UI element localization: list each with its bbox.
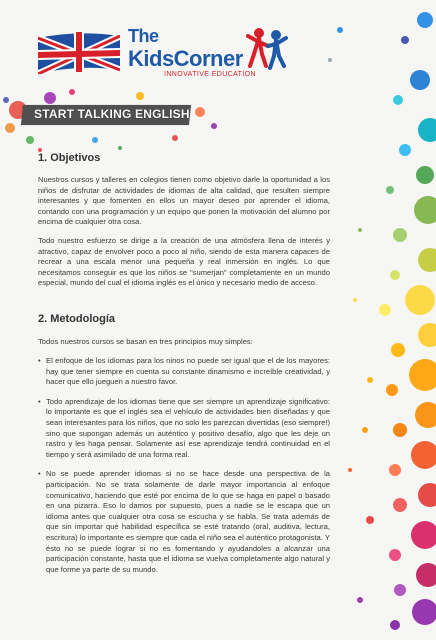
bullet-icon: •	[38, 396, 41, 406]
principles-list	[38, 356, 330, 584]
list-item	[38, 397, 330, 461]
list-item-text: Todo aprendizaje de los idiomas tiene que ser siempre un aprendizaje significativo: lo importante es que el inglés sea el vehículo de actividades bien diseñadas y que sean interesantes para los niños, que no solo les parezcan divertidas (eso siempre!) sino que supongan además un auténtico y positivo desafío, algo que les deje un rastro y les haga pensar. Solamente así ese aprendizaje tendrá continuidad en el tiempo y será asimilado de una forma real.	[46, 396, 330, 459]
paragraph-intro: Todos nuestros cursos se basan en tres principios muy simples:	[38, 337, 253, 346]
section-title-objetivos: 1. Objetivos	[38, 152, 101, 164]
paragraph: Nuestros cursos y talleres en colegios tienen como objetivo darle la oportunidad a los niños de disfrutar de actividades de idiomas de alta calidad, que resulten siempre interesantes y que fomenten en ellos un mayor deseo por aprender el idioma, contando con una programación y un equipo que ponen la motivación del alumno por encima de cualquier otra cosa.	[38, 175, 330, 227]
list-item-text: No se puede aprender idiomas si no se hace desde una perspectiva de la participación. No se trata solamente de darle mayor importancia al enfoque comunicativo, haciendo que esté por encima de lo que se haga en papel o basado en una pizarra. Eso lo damos por supuesto, pues a nadie se le escapa que un idioma antes que cualquier otra cosa se escucha y se habla. Se trata además de que sin importar qué habilidad específica se esté tratando (oral, auditiva, lectura, escritura) lo importante es siempre que cada el niño sea el auténtico protagonista. Y ésto no se puede lograr si no es fomentando y ayudandoles a alcanzar una participación constante, hasta que el idioma se vuelva completamente algo natural y que forme ya parte de su mundo.	[46, 469, 330, 574]
jumping-kids-icon	[246, 26, 288, 72]
uk-flag-icon	[38, 30, 120, 74]
list-item	[38, 356, 330, 388]
kids-corner-logo	[38, 26, 288, 88]
list-item	[38, 469, 330, 575]
list-item-text: El enfoque de los idiomas para los ninos no puede ser igual que el de los mayores: hay que tener siempre en cuenta su constante dinamismo e increíble creatividad, y hacer que ello jueguen a nuestro favor.	[46, 356, 330, 387]
logo-line-2: KidsCorner	[128, 46, 243, 71]
paragraph: Todo nuestro esfuerzo se dirige a la creación de una atmósfera llena de interés y atractivo, capaz de envolver poco a poco al niño, siendo de esta manera capaces de recrear a una escala menor una pequeña y real inmersión en inglés. Lo que necesitamos conseguir es que los niños se "sumerjan" completamente en un mundo especial, mundo del cual el idioma inglés es el único y necesario medio de acceso.	[38, 236, 330, 288]
banner-title: START TALKING ENGLISH	[34, 107, 190, 121]
bullet-icon: •	[38, 356, 41, 365]
logo-line-1: The	[128, 26, 159, 46]
section-title-metodologia: 2. Metodología	[38, 313, 115, 325]
bullet-icon: •	[38, 469, 41, 479]
logo-subtitle: INNOVATIVE EDUCATION	[164, 71, 257, 78]
